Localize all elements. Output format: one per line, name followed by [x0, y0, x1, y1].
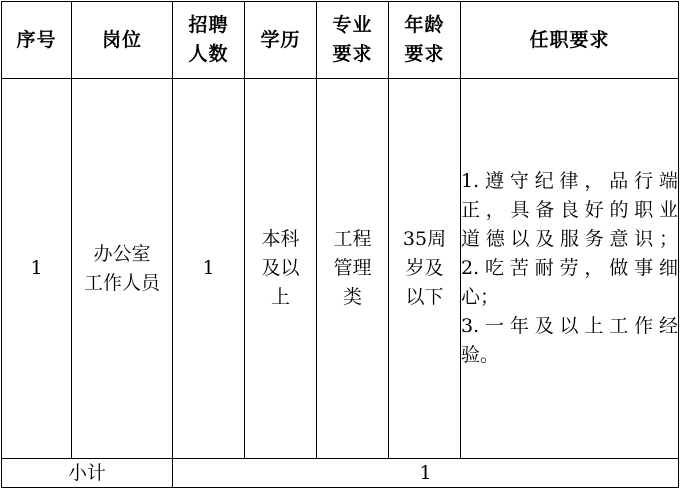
cell-count: 1: [173, 79, 245, 459]
table-header-row: [2, 2, 679, 79]
requirement-line: 正，具备良好的职业: [461, 199, 678, 221]
subtotal-value: 1: [173, 459, 679, 488]
header-major: 专业 要求: [317, 2, 389, 79]
requirement-line: 1.遵守纪律，品行端: [461, 170, 678, 192]
cell-education: 本科 及以 上: [245, 79, 317, 459]
cell-age: 35周 岁及 以下: [389, 79, 461, 459]
cell-requirements: [461, 79, 679, 459]
cell-index: 1: [2, 79, 72, 459]
header-position: 岗位: [72, 2, 173, 79]
requirement-line: 心；: [461, 286, 500, 308]
header-education: 学历: [245, 2, 317, 79]
cell-position: 办公室 工作人员: [72, 79, 173, 459]
requirement-line: 道德以及服务意识；: [461, 228, 678, 250]
recruitment-table: [1, 1, 679, 488]
subtotal-row: [2, 459, 679, 488]
header-age: 年龄 要求: [389, 2, 461, 79]
subtotal-label: 小计: [2, 459, 173, 488]
requirement-line: 验。: [461, 344, 500, 366]
cell-major: 工程 管理 类: [317, 79, 389, 459]
requirement-line: 3.一年及以上工作经: [461, 315, 678, 337]
requirement-line: 2.吃苦耐劳，做事细: [461, 257, 678, 279]
header-requirements: 任职要求: [461, 2, 679, 79]
header-count: 招聘 人数: [173, 2, 245, 79]
table-row: [2, 79, 679, 459]
header-index: 序号: [2, 2, 72, 79]
